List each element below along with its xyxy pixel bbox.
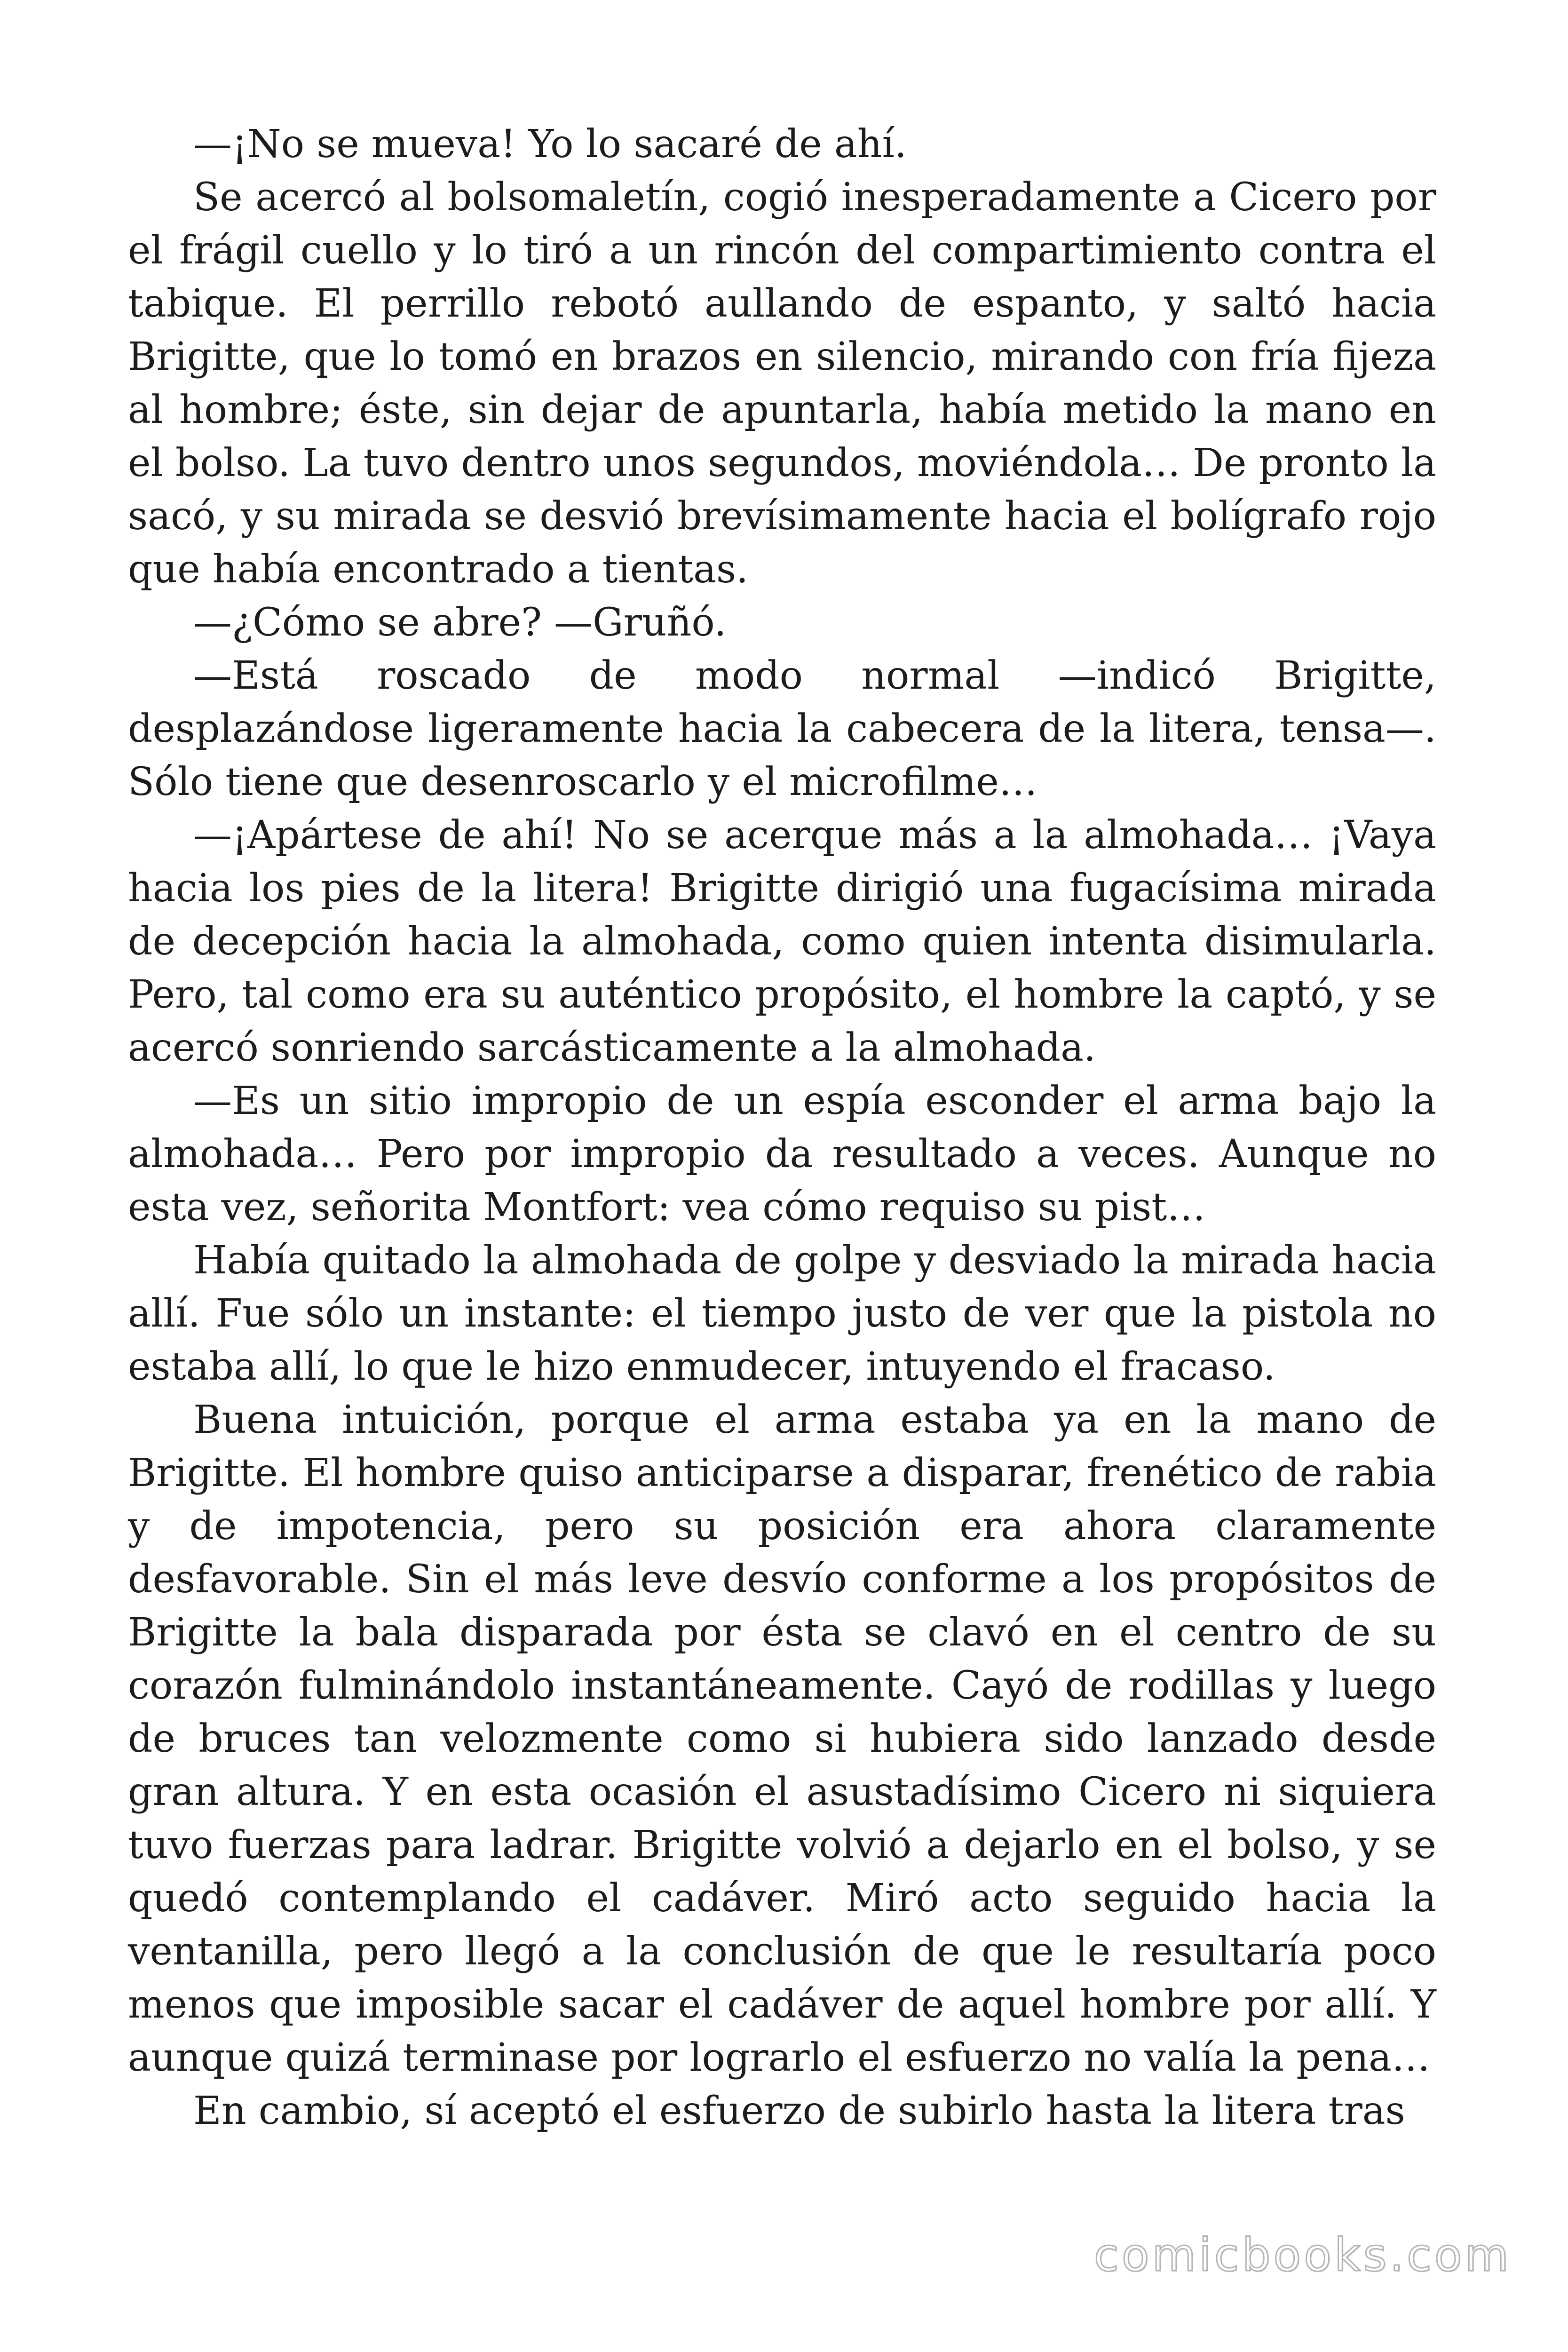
paragraph: —¿Cómo se abre? —Gruñó.: [193, 600, 727, 645]
paragraph: En cambio, sí aceptó el esfuerzo de subirlo hasta la litera tras: [193, 2089, 1405, 2133]
watermark-logo: comicbooks.com: [1093, 2229, 1512, 2281]
paragraph: —Está roscado de modo normal —indicó Brigitte, desplazándose ligeramente hacia la cabecera de la litera, tensa—. Sólo tiene que desenroscarlo y el microfilme…: [128, 653, 1436, 804]
paragraph: Se acercó al bolsomaletín, cogió inesperadamente a Cicero por el frágil cuello y lo tiró a un rincón del compartimiento contra el tabique. El perrillo rebotó aullando de espanto, y saltó hacia Brigitte, que lo tomó en brazos en silencio, mirando con fría fijeza al hombre; éste, sin dejar de apuntarla, había metido la mano en el bolso. La tuvo dentro unos segundos, moviéndola… De pronto la sacó, y su mirada se desvió brevísimamente hacia el bolígrafo rojo que había encontrado a tientas.: [128, 175, 1436, 592]
paragraph: —Es un sitio impropio de un espía esconder el arma bajo la almohada… Pero por impropio da resultado a veces. Aunque no esta vez, señorita Montfort: vea cómo requiso su pist…: [128, 1079, 1436, 1230]
paragraph: —¡No se mueva! Yo lo sacaré de ahí.: [193, 122, 907, 167]
paragraph: Buena intuición, porque el arma estaba ya en la mano de Brigitte. El hombre quiso anticiparse a disparar, frenético de rabia y de impotencia, pero su posición era ahora claramente desfavorable. Sin el más leve desvío conforme a los propósitos de Brigitte la bala disparada por ésta se clavó en el centro de su corazón fulminándolo instantáneamente. Cayó de rodillas y luego de bruces tan velozmente como si hubiera sido lanzado desde gran altura. Y en esta ocasión el asustadísimo Cicero ni siquiera tuvo fuerzas para ladrar. Brigitte volvió a dejarlo en el bolso, y se quedó contemplando el cadáver. Miró acto seguido hacia la ventanilla, pero llegó a la conclusión de que le resultaría poco menos que imposible sacar el cadáver de aquel hombre por allí. Y aunque quizá terminase por lograrlo el esfuerzo no valía la pena…: [128, 1398, 1436, 2080]
paragraph: —¡Apártese de ahí! No se acerque más a la almohada… ¡Vaya hacia los pies de la litera! Brigitte dirigió una fugacísima mirada de decepción hacia la almohada, como quien intenta disimularla. Pero, tal como era su auténtico propósito, el hombre la captó, y se acercó sonriendo sarcásticamente a la almohada.: [128, 813, 1436, 1070]
paragraph: Había quitado la almohada de golpe y desviado la mirada hacia allí. Fue sólo un instante: el tiempo justo de ver que la pistola no estaba allí, lo que le hizo enmudecer, intuyendo el fracaso.: [128, 1238, 1436, 1389]
body-text: [128, 118, 1436, 2137]
